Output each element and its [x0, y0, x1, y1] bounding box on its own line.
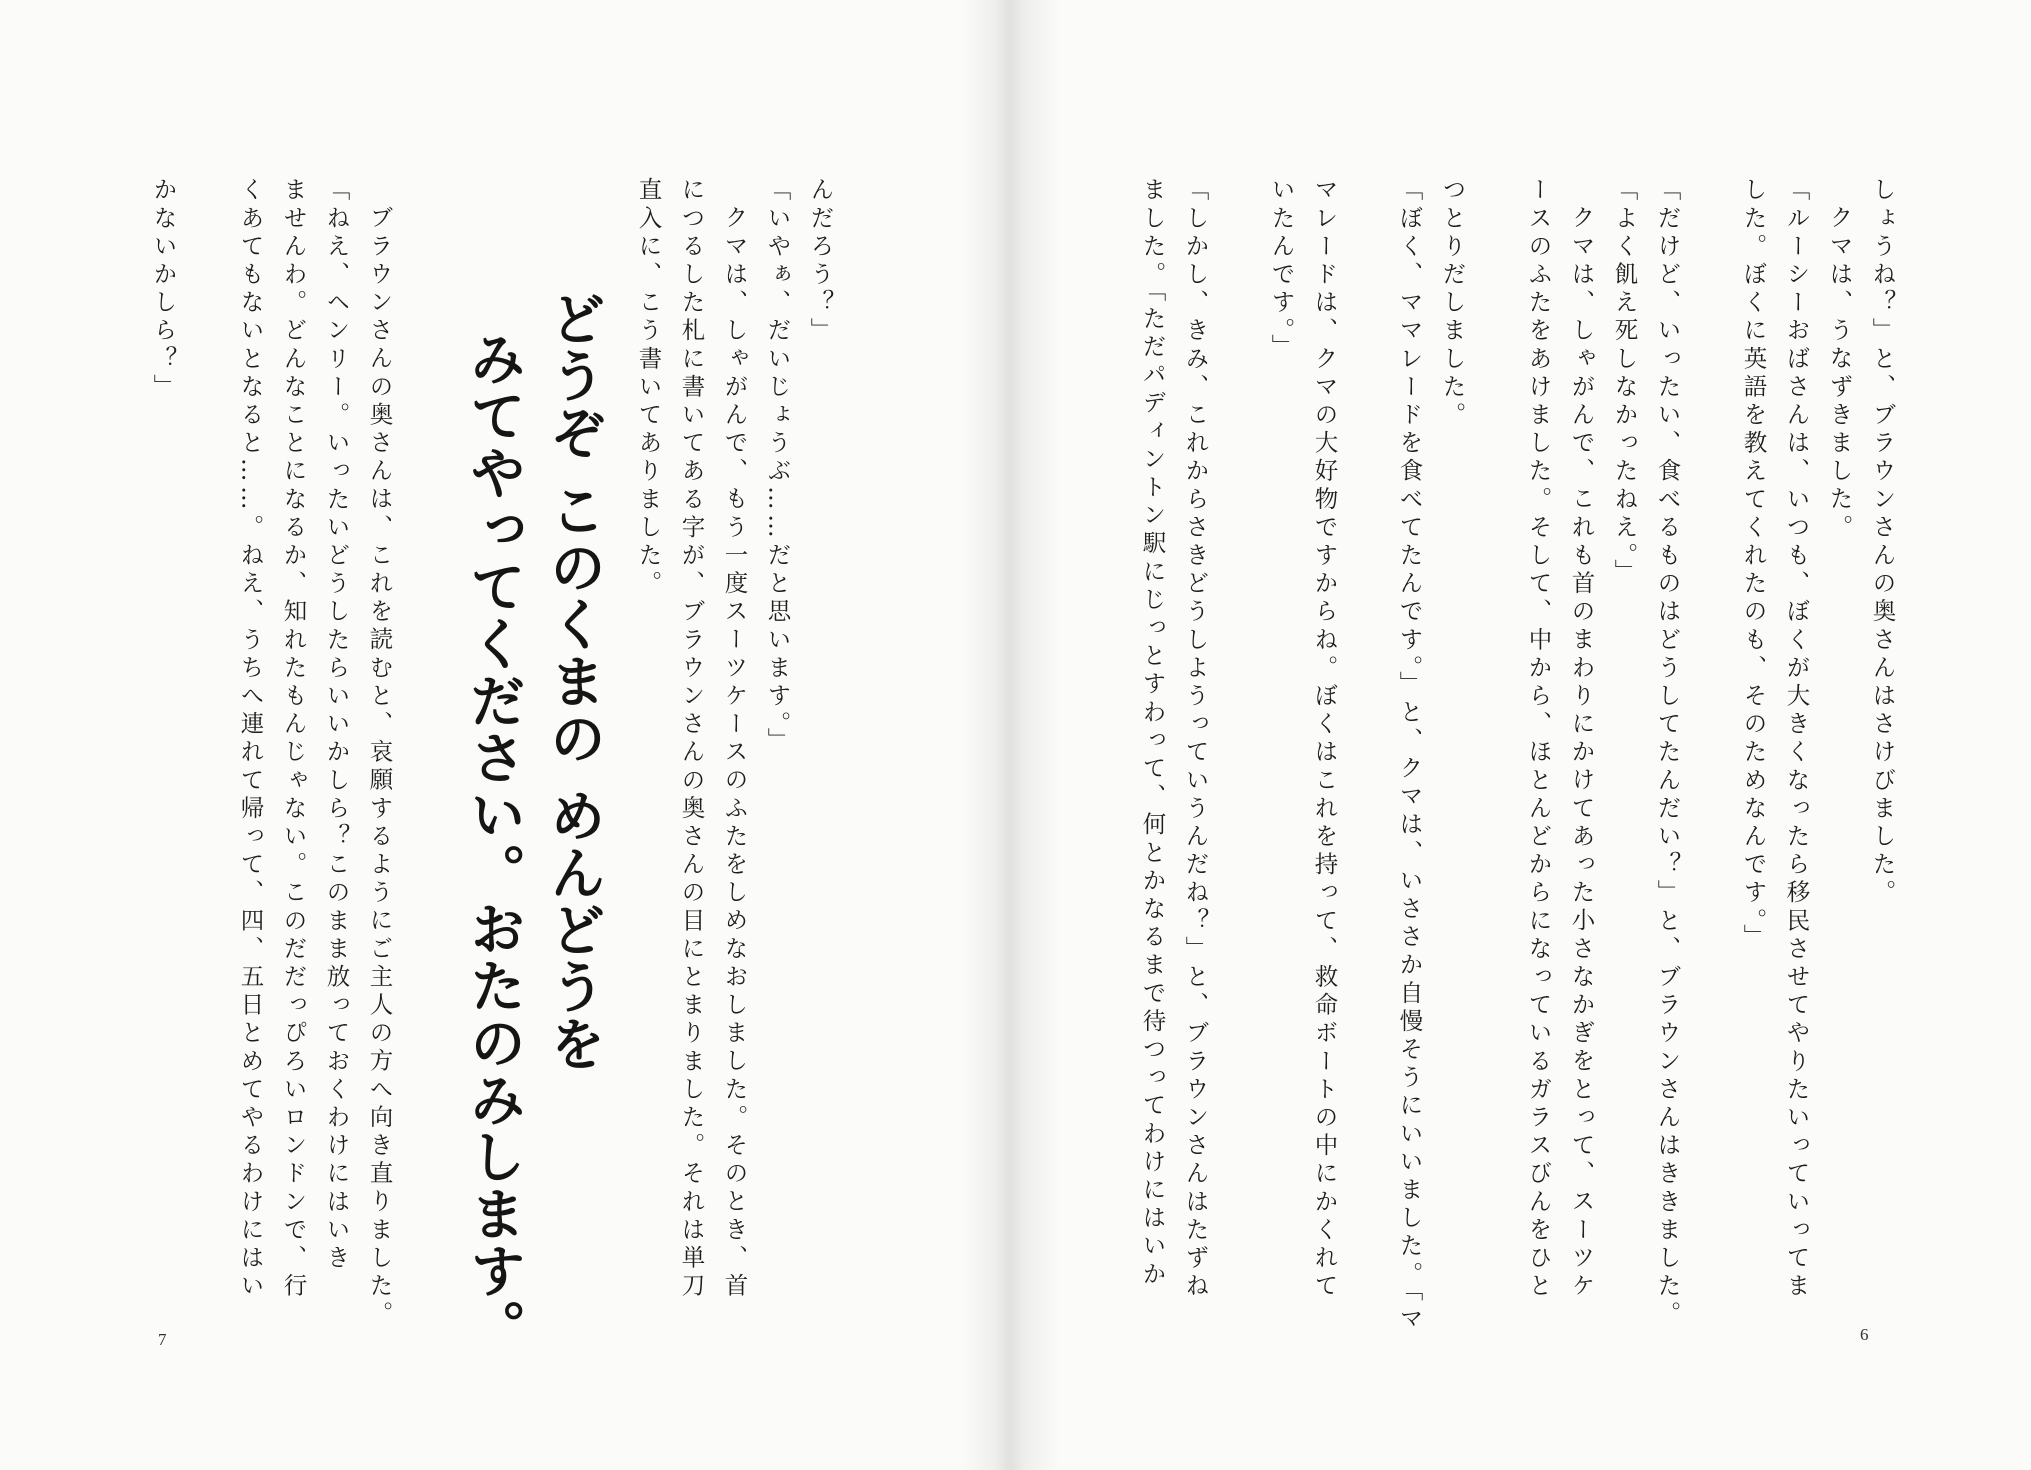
text-line: 「だけど、いったい、食べるものはどうしてたんだい？」と、ブラウンさんはききました。: [1653, 177, 1682, 1330]
text-line: 「しかし、きみ、これからさきどうしようっていうんだね？」と、ブラウンさんはたずね: [1181, 177, 1210, 1301]
text-line: 「ねえ、ヘンリー。いったいどうしたらいいかしら？このまま放っておくわけにはいき: [322, 177, 351, 1273]
text-line: マレードは、クマの大好物ですからね。ぼくはこれを持って、救命ボートの中にかくれて: [1310, 177, 1339, 1301]
text-line: クマは、しゃがんで、これも首のまわりにかけてあった小さなかぎをとって、スーツケ: [1567, 205, 1596, 1301]
text-line: ブラウンさんの奥さんは、これを読むと、哀願するようにご主人の方へ向き直りました。: [365, 205, 394, 1329]
handwritten-sign-line: どうぞ このくまの めんどうを: [541, 290, 606, 1072]
text-line: いたんです。」: [1267, 177, 1296, 362]
text-line: 「ぼく、ママレードを食べてたんです。」と、クマは、いささか自慢そうにいいました。「マ: [1395, 177, 1424, 1334]
page-number: 7: [158, 1330, 167, 1349]
text-line: んだろう？」: [806, 177, 835, 346]
text-line: ませんわ。どんなことになるか、知れたもんじゃない。このだだっぴろいロンドンで、行: [279, 177, 308, 1301]
text-line: 「ルーシーおばさんは、いつも、ぼくが大きくなったら移民させてやりたいっていってま: [1782, 177, 1811, 1301]
text-line: につるした札に書いてある字が、ブラウンさんの奥さんの目にとまりました。それは単刀: [677, 177, 706, 1301]
text-line: しょうね？」と、ブラウンさんの奥さんはさけびました。: [1868, 177, 1897, 908]
text-line: かないかしら？」: [149, 177, 178, 402]
text-line: ました。「ただパディントン駅にじっとすわって、何とかなるまで待つってわけにはいか: [1138, 177, 1167, 1290]
text-line: 「いやぁ、だいじょうぶ……だと思います。」: [763, 177, 792, 756]
text-line: ースのふたをあけました。そして、中から、ほとんどからになっているガラスびんをひと: [1524, 177, 1553, 1301]
book-gutter: [960, 0, 1060, 1470]
page-number: 6: [1860, 1325, 1869, 1344]
text-line: 直入に、こう書いてありました。: [634, 177, 663, 599]
text-line: くあてもないとなると……。ねえ、うちへ連れて帰って、四、五日とめてやるわけにはい: [236, 177, 265, 1301]
text-line: 「よく飢え死しなかったねえ。」: [1610, 177, 1639, 587]
handwritten-sign-line: みてやってください。おたのみします。: [461, 330, 526, 1356]
text-line: クマは、うなずきました。: [1825, 205, 1854, 543]
text-line: した。ぼくに英語を教えてくれたのも、そのためなんです。」: [1739, 177, 1768, 953]
text-line: クマは、しゃがんで、もう一度スーツケースのふたをしめなおしました。そのとき、首: [720, 205, 749, 1301]
text-line: つとりだしました。: [1438, 177, 1467, 430]
